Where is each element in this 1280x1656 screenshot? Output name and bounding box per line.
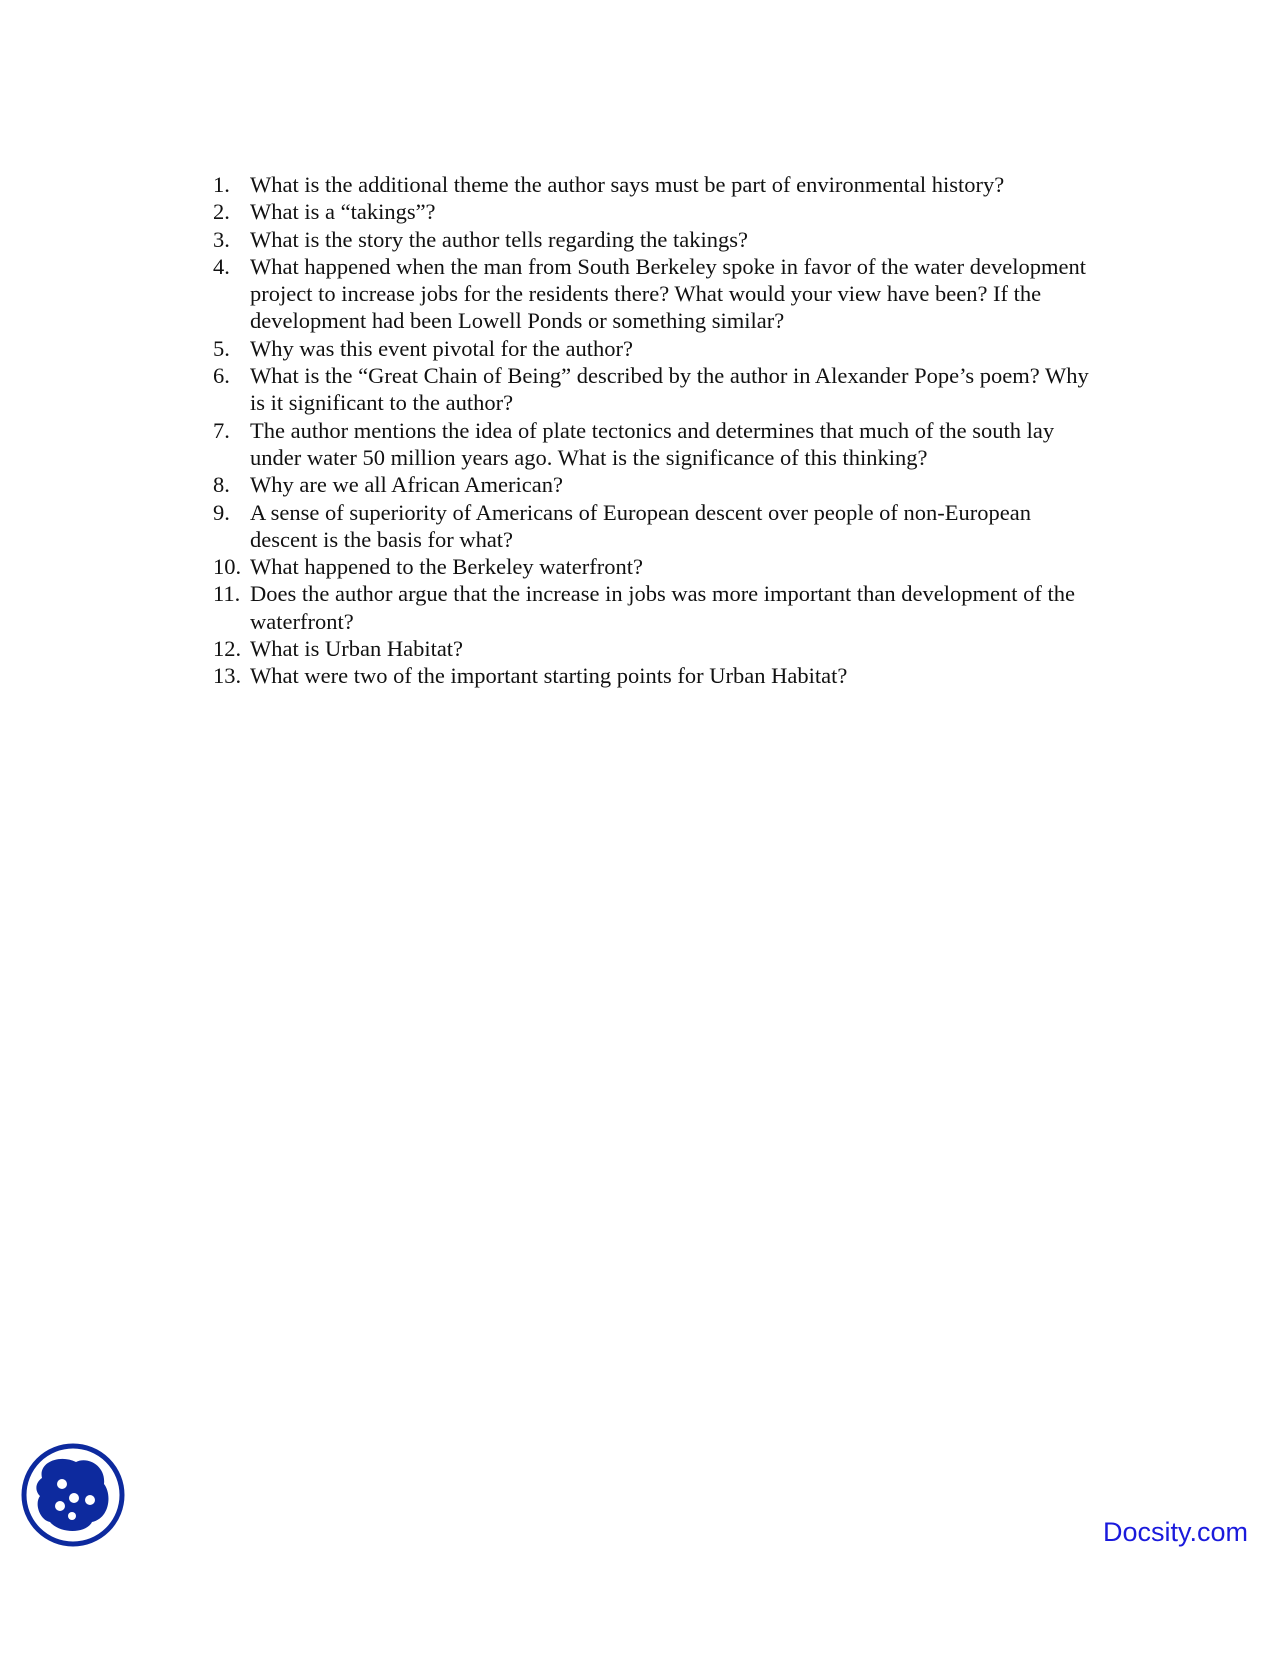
question-item bbox=[213, 662, 1093, 689]
question-text: Why are we all African American? bbox=[250, 472, 563, 498]
question-text: Why was this event pivotal for the author? bbox=[250, 335, 634, 361]
question-number: 7. bbox=[213, 417, 230, 443]
question-item bbox=[213, 335, 1093, 362]
question-item bbox=[213, 198, 1093, 225]
docsity-logo-icon[interactable] bbox=[20, 1442, 126, 1548]
question-text: What is the story the author tells regarding the takings? bbox=[250, 226, 748, 252]
question-item bbox=[213, 417, 1093, 472]
question-number: 13. bbox=[213, 663, 242, 689]
question-text: What is a “takings”? bbox=[250, 199, 436, 225]
question-text: What is Urban Habitat? bbox=[250, 636, 464, 662]
question-item bbox=[213, 635, 1093, 662]
question-number: 6. bbox=[213, 363, 230, 389]
question-item bbox=[213, 253, 1093, 335]
question-item bbox=[213, 226, 1093, 253]
question-text: What is the “Great Chain of Being” described by the author in Alexander Pope’s poem? Why is it significant to the author? bbox=[250, 363, 1089, 416]
question-number: 12. bbox=[213, 636, 242, 662]
question-number: 10. bbox=[213, 554, 242, 580]
question-item bbox=[213, 580, 1093, 635]
question-text: The author mentions the idea of plate tectonics and determines that much of the south lay under water 50 million years ago. What is the significance of this thinking? bbox=[250, 417, 1055, 470]
question-item bbox=[213, 553, 1093, 580]
question-number: 1. bbox=[213, 172, 230, 197]
question-number: 11. bbox=[213, 581, 241, 607]
question-number: 2. bbox=[213, 199, 230, 225]
question-number: 5. bbox=[213, 335, 230, 361]
question-item bbox=[213, 499, 1093, 554]
question-number: 3. bbox=[213, 226, 230, 252]
question-list bbox=[213, 171, 1093, 690]
question-item bbox=[213, 471, 1093, 498]
question-item bbox=[213, 171, 1093, 198]
question-item bbox=[213, 362, 1093, 417]
question-text: Does the author argue that the increase in jobs was more important than development of the waterfront? bbox=[250, 581, 1075, 634]
docsity-brand-link[interactable]: Docsity.com bbox=[1103, 1517, 1249, 1547]
question-text: What were two of the important starting points for Urban Habitat? bbox=[250, 663, 848, 689]
question-text: What is the additional theme the author says must be part of environmental history? bbox=[250, 172, 1005, 197]
question-number: 9. bbox=[213, 499, 230, 525]
question-text: What happened when the man from South Berkeley spoke in favor of the water development project to increase jobs for the residents there? What would your view have been? If the development had been Lowell Ponds or something similar? bbox=[250, 253, 1086, 334]
question-number: 8. bbox=[213, 472, 230, 498]
question-text: A sense of superiority of Americans of European descent over people of non-European descent is the basis for what? bbox=[250, 499, 1031, 552]
question-text: What happened to the Berkeley waterfront? bbox=[250, 554, 643, 580]
question-number: 4. bbox=[213, 253, 230, 279]
